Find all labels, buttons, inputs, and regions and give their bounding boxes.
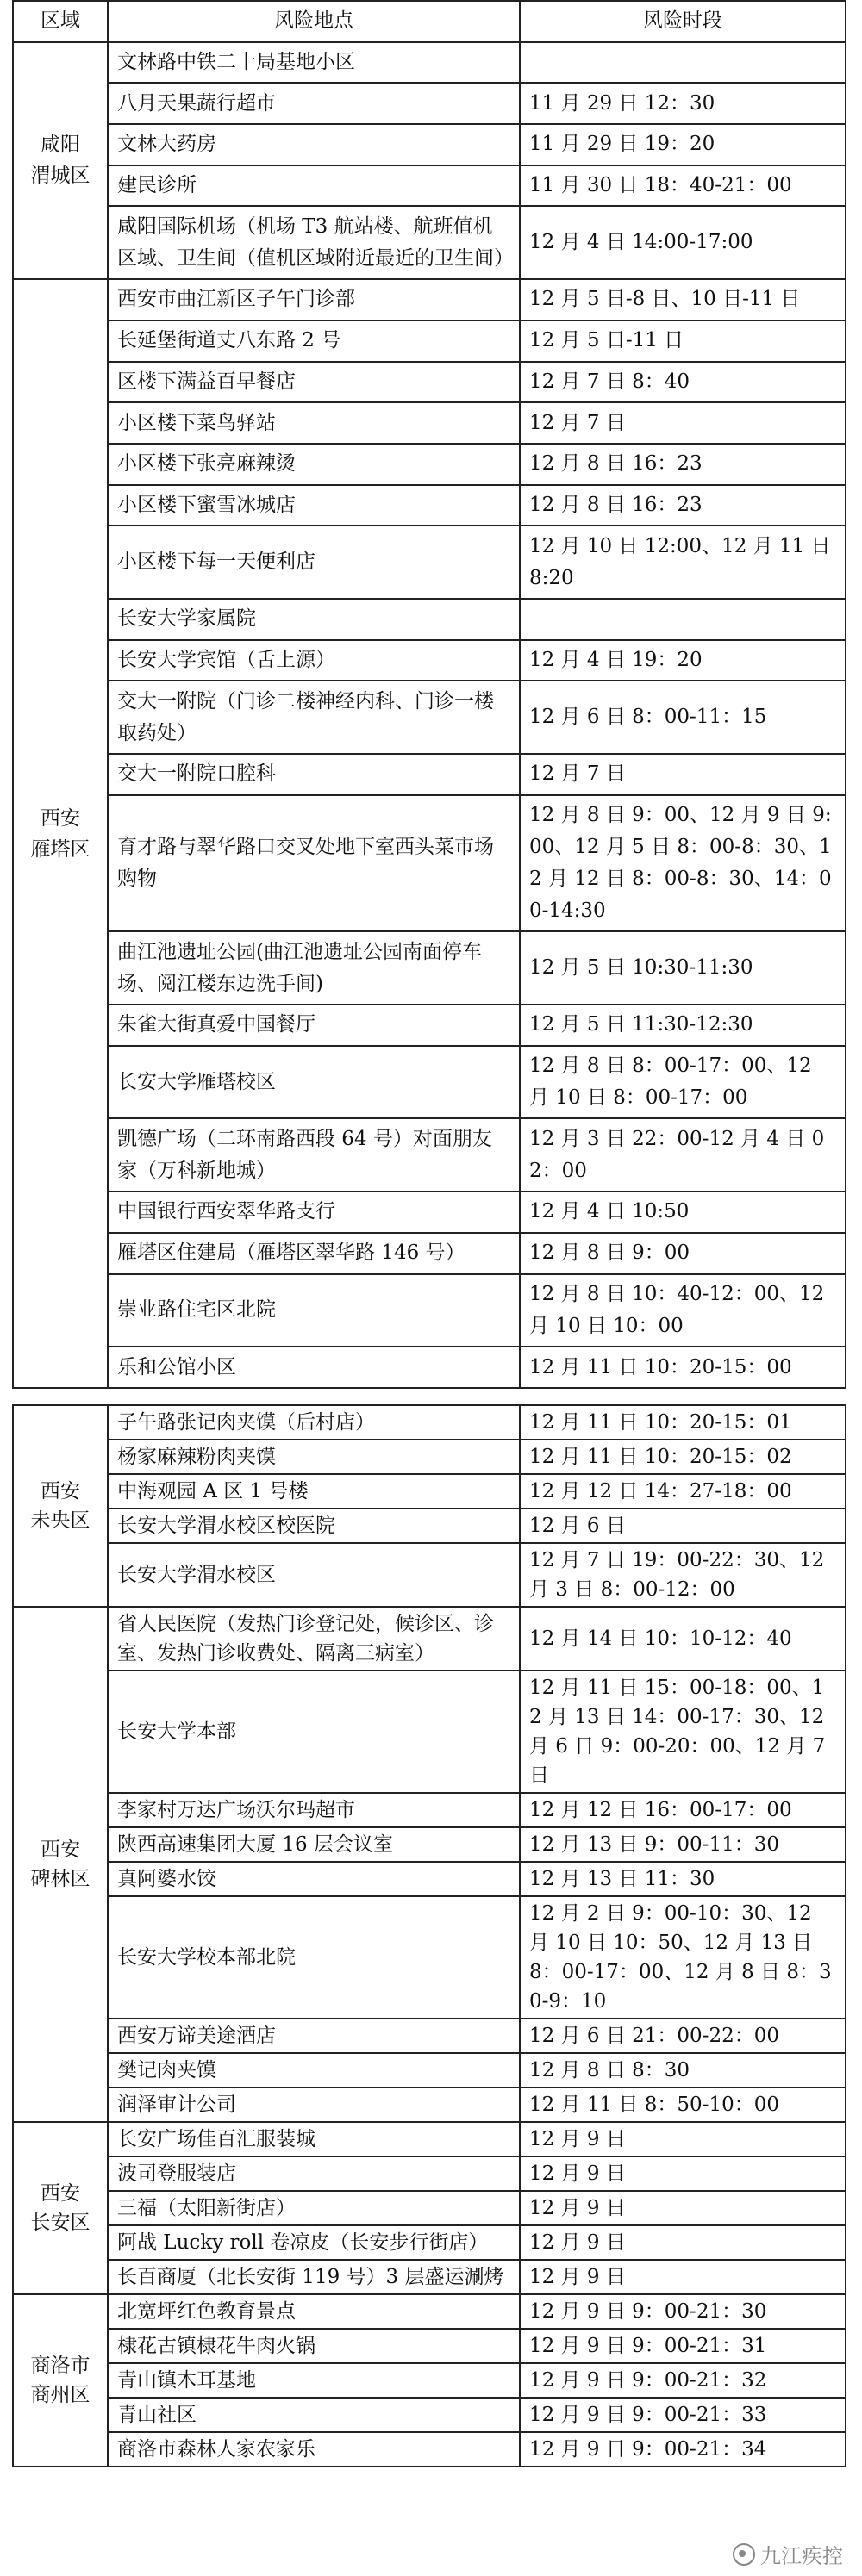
time-cell: 12 月 8 日 8：00-17：00、12 月 10 日 8：00-17：00 — [520, 1046, 846, 1119]
place-cell: 交大一附院（门诊二楼神经内科、门诊一楼取药处） — [108, 681, 520, 754]
time-cell: 12 月 9 日 9：00-21：31 — [520, 2329, 846, 2363]
place-cell: 青山社区 — [108, 2398, 520, 2432]
time-cell: 12 月 10 日 12:00、12 月 11 日 8:20 — [520, 526, 846, 599]
table-row — [13, 1509, 846, 1543]
table-row — [13, 1543, 846, 1607]
table-row — [13, 1896, 846, 2019]
place-cell: 润泽审计公司 — [108, 2088, 520, 2122]
time-cell: 12 月 8 日 16：23 — [520, 485, 846, 526]
area-cell: 咸阳 渭城区 — [13, 42, 108, 279]
table-row — [13, 1607, 846, 1671]
place-cell: 长安大学校本部北院 — [108, 1896, 520, 2019]
table-row — [13, 795, 846, 932]
table-row — [13, 444, 846, 485]
time-cell: 12 月 9 日 — [520, 2260, 846, 2294]
table-row — [13, 1347, 846, 1388]
time-cell: 12 月 8 日 8：30 — [520, 2053, 846, 2088]
time-cell: 12 月 4 日 14:00-17:00 — [520, 206, 846, 279]
time-cell: 12 月 11 日 15：00-18：00、12 月 13 日 14：00-17：30、12 月 6 日 9：00-20：00、12 月 7 日 — [520, 1671, 846, 1793]
place-cell: 长安大学雁塔校区 — [108, 1046, 520, 1119]
time-cell: 12 月 5 日-8 日、10 日-11 日 — [520, 279, 846, 320]
table-row — [13, 2260, 846, 2294]
time-cell: 12 月 7 日 — [520, 754, 846, 795]
page-break — [12, 1389, 845, 1404]
place-cell: 三福（太阳新街店） — [108, 2191, 520, 2225]
area-cell: 西安 未央区 — [13, 1405, 108, 1607]
time-cell: 12 月 14 日 10：10-12：40 — [520, 1607, 846, 1671]
time-cell: 12 月 9 日 9：00-21：32 — [520, 2363, 846, 2398]
place-cell: 小区楼下每一天便利店 — [108, 526, 520, 599]
time-cell: 12 月 9 日 9：00-21：34 — [520, 2432, 846, 2467]
area-cell: 西安 长安区 — [13, 2122, 108, 2294]
time-cell: 12 月 6 日 — [520, 1509, 846, 1543]
time-cell: 12 月 7 日 19：00-22：30、12 月 3 日 8：00-12：00 — [520, 1543, 846, 1607]
place-cell: 樊记肉夹馍 — [108, 2053, 520, 2088]
place-cell: 青山镇木耳基地 — [108, 2363, 520, 2398]
table-row — [13, 1862, 846, 1896]
time-cell: 12 月 8 日 10：40-12：00、12 月 10 日 10：00 — [520, 1274, 846, 1347]
place-cell: 凯德广场（二环南路西段 64 号）对面朋友家（万科新地城） — [108, 1118, 520, 1192]
table-row — [13, 2398, 846, 2432]
place-cell: 省人民医院（发热门诊登记处，候诊区、诊室、发热门诊收费处、隔离三病室） — [108, 1607, 520, 1671]
place-cell: 长安大学渭水校区校医院 — [108, 1509, 520, 1543]
place-cell: 朱雀大街真爱中国餐厅 — [108, 1005, 520, 1046]
table-row — [13, 2156, 846, 2191]
time-cell: 12 月 5 日-11 日 — [520, 320, 846, 362]
table-row — [13, 681, 846, 754]
place-cell: 长安大学家属院 — [108, 599, 520, 640]
table-row — [13, 2225, 846, 2260]
table-row — [13, 1405, 846, 1440]
time-cell: 12 月 7 日 8：40 — [520, 362, 846, 403]
time-cell: 12 月 11 日 10：20-15：00 — [520, 1347, 846, 1388]
time-cell: 12 月 6 日 21：00-22：00 — [520, 2019, 846, 2053]
place-cell: 长延堡街道丈八东路 2 号 — [108, 320, 520, 362]
table-row — [13, 1474, 846, 1509]
time-cell: 12 月 9 日 — [520, 2191, 846, 2225]
place-cell: 陕西高速集团大厦 16 层会议室 — [108, 1827, 520, 1862]
risk-table-part-2 — [12, 1404, 846, 2467]
time-cell: 12 月 5 日 11:30-12:30 — [520, 1005, 846, 1046]
header-place: 风险地点 — [108, 1, 520, 42]
time-cell: 12 月 12 日 14：27-18：00 — [520, 1474, 846, 1509]
time-cell: 12 月 9 日 — [520, 2156, 846, 2191]
time-cell: 12 月 11 日 10：20-15：01 — [520, 1405, 846, 1440]
place-cell: 中海观园 A 区 1 号楼 — [108, 1474, 520, 1509]
place-cell: 长安大学本部 — [108, 1671, 520, 1793]
table-row — [13, 931, 846, 1005]
table-row — [13, 402, 846, 444]
time-cell: 11 月 29 日 12：30 — [520, 83, 846, 124]
place-cell: 文林大药房 — [108, 124, 520, 165]
time-cell: 12 月 11 日 8：50-10：00 — [520, 2088, 846, 2122]
place-cell: 长安大学宾馆（舌上源） — [108, 640, 520, 681]
table-row — [13, 83, 846, 124]
table-header-row — [13, 1, 846, 42]
place-cell: 中国银行西安翠华路支行 — [108, 1192, 520, 1233]
place-cell: 西安万谛美途酒店 — [108, 2019, 520, 2053]
area-cell: 西安 雁塔区 — [13, 279, 108, 1388]
time-cell: 12 月 9 日 9：00-21：33 — [520, 2398, 846, 2432]
time-cell: 12 月 9 日 — [520, 2225, 846, 2260]
place-cell: 雁塔区住建局（雁塔区翠华路 146 号） — [108, 1233, 520, 1274]
place-cell: 交大一附院口腔科 — [108, 754, 520, 795]
table-row — [13, 320, 846, 362]
table-row — [13, 2432, 846, 2467]
place-cell: 曲江池遗址公园(曲江池遗址公园南面停车场、阅江楼东边洗手间) — [108, 931, 520, 1005]
time-cell: 12 月 12 日 16：00-17：00 — [520, 1793, 846, 1827]
place-cell: 长百商厦（北长安街 119 号）3 层盛运涮烤 — [108, 2260, 520, 2294]
time-cell: 12 月 7 日 — [520, 402, 846, 444]
table-row — [13, 1046, 846, 1119]
time-cell — [520, 42, 846, 84]
time-cell: 11 月 29 日 19：20 — [520, 124, 846, 165]
risk-table-part-1 — [12, 0, 846, 1389]
table-row — [13, 1671, 846, 1793]
watermark-text: 九江疾控 — [760, 2544, 843, 2568]
place-cell: 小区楼下张亮麻辣烫 — [108, 444, 520, 485]
table-row — [13, 754, 846, 795]
place-cell: 建民诊所 — [108, 165, 520, 207]
table-row — [13, 599, 846, 640]
time-cell: 12 月 5 日 10:30-11:30 — [520, 931, 846, 1005]
table-row — [13, 1274, 846, 1347]
time-cell: 12 月 3 日 22：00-12 月 4 日 02：00 — [520, 1118, 846, 1192]
header-time: 风险时段 — [520, 1, 846, 42]
time-cell: 12 月 2 日 9：00-10：30、12 月 10 日 10：50、12 月 13 日 8：00-17：00、12 月 8 日 8：30-9：10 — [520, 1896, 846, 2019]
table-row — [13, 42, 846, 84]
place-cell: 小区楼下蜜雪冰城店 — [108, 485, 520, 526]
time-cell: 12 月 8 日 9：00 — [520, 1233, 846, 1274]
table-row — [13, 640, 846, 681]
table-row — [13, 1827, 846, 1862]
time-cell: 12 月 11 日 10：20-15：02 — [520, 1440, 846, 1474]
table-row — [13, 362, 846, 403]
area-cell: 西安 碑林区 — [13, 1607, 108, 2122]
place-cell: 真阿婆水饺 — [108, 1862, 520, 1896]
header-area: 区域 — [13, 1, 108, 42]
table-row — [13, 2363, 846, 2398]
place-cell: 李家村万达广场沃尔玛超市 — [108, 1793, 520, 1827]
area-cell: 商洛市 商州区 — [13, 2294, 108, 2467]
table-row — [13, 1793, 846, 1827]
time-cell: 12 月 4 日 10:50 — [520, 1192, 846, 1233]
place-cell: 八月天果蔬行超市 — [108, 83, 520, 124]
table-row — [13, 1118, 846, 1192]
place-cell: 育才路与翠华路口交叉处地下室西头菜市场购物 — [108, 795, 520, 932]
table-row — [13, 1233, 846, 1274]
place-cell: 子午路张记肉夹馍（后村店） — [108, 1405, 520, 1440]
table-row — [13, 526, 846, 599]
place-cell: 长安广场佳百汇服装城 — [108, 2122, 520, 2156]
table-row — [13, 2329, 846, 2363]
table-row — [13, 124, 846, 165]
table-row — [13, 1192, 846, 1233]
table-row — [13, 2122, 846, 2156]
place-cell: 长安大学渭水校区 — [108, 1543, 520, 1607]
table-row — [13, 2053, 846, 2088]
table-row — [13, 206, 846, 279]
time-cell: 12 月 8 日 16：23 — [520, 444, 846, 485]
table-row — [13, 2019, 846, 2053]
table-row — [13, 2088, 846, 2122]
wechat-logo-icon — [733, 2543, 755, 2566]
time-cell: 12 月 9 日 9：00-21：30 — [520, 2294, 846, 2329]
place-cell: 阿战 Lucky roll 卷凉皮（长安步行街店） — [108, 2225, 520, 2260]
table-row — [13, 2294, 846, 2329]
table-row — [13, 485, 846, 526]
place-cell: 北宽坪红色教育景点 — [108, 2294, 520, 2329]
place-cell: 商洛市森林人家农家乐 — [108, 2432, 520, 2467]
place-cell: 杨家麻辣粉肉夹馍 — [108, 1440, 520, 1474]
time-cell: 12 月 6 日 8：00-11：15 — [520, 681, 846, 754]
place-cell: 波司登服装店 — [108, 2156, 520, 2191]
table-row — [13, 1005, 846, 1046]
place-cell: 棣花古镇棣花牛肉火锅 — [108, 2329, 520, 2363]
time-cell: 12 月 8 日 9：00、12 月 9 日 9:00、12 月 5 日 8：00-8：30、12 月 12 日 8：00-8：30、14：00-14:30 — [520, 795, 846, 932]
place-cell: 崇业路住宅区北院 — [108, 1274, 520, 1347]
table-row — [13, 165, 846, 207]
table-row — [13, 279, 846, 320]
place-cell: 西安市曲江新区子午门诊部 — [108, 279, 520, 320]
place-cell: 文林路中铁二十局基地小区 — [108, 42, 520, 84]
time-cell: 12 月 13 日 9：00-11：30 — [520, 1827, 846, 1862]
time-cell: 12 月 4 日 19：20 — [520, 640, 846, 681]
place-cell: 乐和公馆小区 — [108, 1347, 520, 1388]
time-cell: 12 月 13 日 11：30 — [520, 1862, 846, 1896]
table-row — [13, 2191, 846, 2225]
place-cell: 小区楼下菜鸟驿站 — [108, 402, 520, 444]
table-row — [13, 1440, 846, 1474]
place-cell: 咸阳国际机场（机场 T3 航站楼、航班值机区域、卫生间（值机区域附近最近的卫生间） — [108, 206, 520, 279]
time-cell: 11 月 30 日 18：40-21：00 — [520, 165, 846, 207]
watermark — [733, 2539, 843, 2569]
time-cell: 12 月 9 日 — [520, 2122, 846, 2156]
place-cell: 区楼下满益百早餐店 — [108, 362, 520, 403]
time-cell — [520, 599, 846, 640]
